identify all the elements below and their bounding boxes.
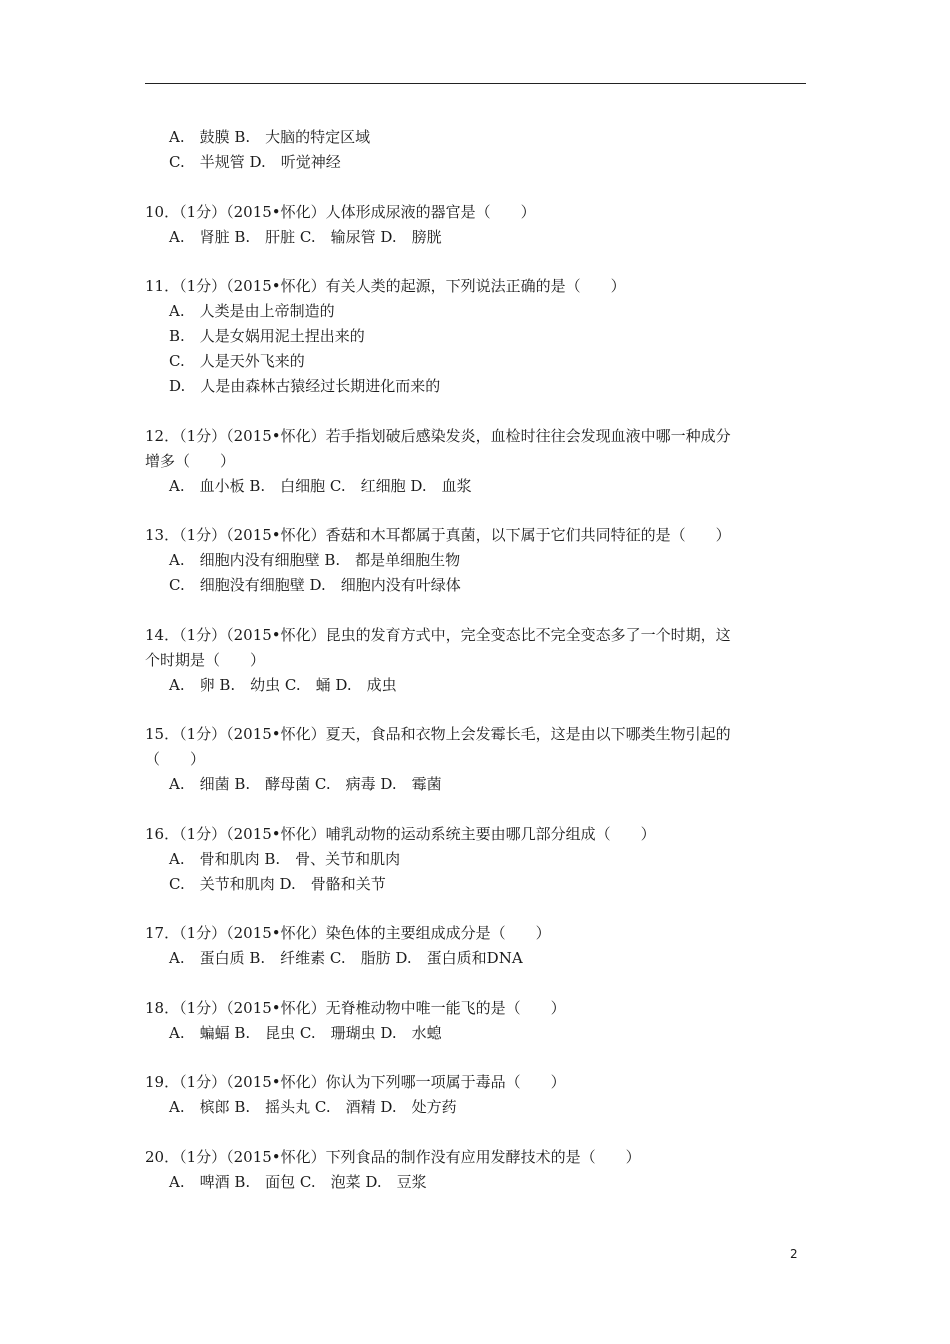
question-stem: （ ） — [145, 750, 206, 768]
question-gap — [145, 250, 806, 275]
question-gap — [145, 1120, 806, 1145]
question-stem: 11．（1分）（2015•怀化）有关人类的起源，下列说法正确的是（ ） — [145, 277, 626, 295]
answer-options: A. 槟郎 B. 摇头丸 C. 酒精 D. 处方药 — [169, 1098, 457, 1116]
question-stem: 12．（1分）（2015•怀化）若手指划破后感染发炎，血检时往往会发现血液中哪一种成分 — [145, 426, 731, 445]
question-stem: 15．（1分）（2015•怀化）夏天，食品和衣物上会发霉长毛，这是由以下哪类生物引起的 — [145, 725, 731, 743]
question-stem: 13．（1分）（2015•怀化）香菇和木耳都属于真菌，以下属于它们共同特征的是（ ） — [145, 526, 731, 544]
answer-options: A. 细胞内没有细胞壁 B. 都是单细胞生物 — [169, 551, 461, 569]
question-block — [145, 623, 806, 698]
question-list — [145, 125, 806, 1195]
question-gap — [145, 598, 806, 623]
question-stem: 16．（1分）（2015•怀化）哺乳动物的运动系统主要由哪几部分组成（ ） — [145, 824, 656, 843]
answer-options: A. 卵 B. 幼虫 C. 蛹 D. 成虫 — [169, 675, 397, 694]
question-block — [145, 523, 806, 598]
question-stem: 14．（1分）（2015•怀化）昆虫的发育方式中，完全变态比不完全变态多了一个时期，这 — [145, 625, 731, 644]
question-block — [145, 722, 806, 797]
answer-options: A. 啤酒 B. 面包 C. 泡菜 D. 豆浆 — [169, 1172, 427, 1191]
question-block — [145, 125, 806, 175]
answer-options: A. 鼓膜 B. 大脑的特定区域 — [169, 128, 371, 146]
question-block — [145, 996, 806, 1046]
question-gap — [145, 897, 806, 922]
answer-options: C. 半规管 D. 听觉神经 — [169, 153, 341, 171]
answer-options: A. 蝙蝠 B. 昆虫 C. 珊瑚虫 D. 水螅 — [169, 1023, 442, 1042]
question-stem: 增多（ ） — [145, 451, 236, 470]
question-stem: 17．（1分）（2015•怀化）染色体的主要组成成分是（ ） — [145, 924, 551, 942]
question-gap — [145, 499, 806, 524]
question-block — [145, 274, 806, 399]
answer-options: A. 细菌 B. 酵母菌 C. 病毒 D. 霉菌 — [169, 775, 442, 793]
answer-options: D. 人是由森林古猿经过长期进化而来的 — [169, 377, 441, 395]
answer-options: A. 骨和肌肉 B. 骨、关节和肌肉 — [169, 849, 401, 868]
question-stem: 19．（1分）（2015•怀化）你认为下列哪一项属于毒品（ ） — [145, 1073, 566, 1091]
question-stem: 个时期是（ ） — [145, 650, 266, 669]
question-block — [145, 1070, 806, 1120]
question-gap — [145, 399, 806, 424]
header-rule — [145, 83, 806, 84]
question-block — [145, 1145, 806, 1195]
question-gap — [145, 175, 806, 200]
question-gap — [145, 698, 806, 723]
answer-options: C. 细胞没有细胞壁 D. 细胞内没有叶绿体 — [169, 576, 461, 594]
question-gap — [145, 797, 806, 822]
answer-options: C. 人是天外飞来的 — [169, 352, 305, 370]
question-block — [145, 921, 806, 971]
question-stem: 10．（1分）（2015•怀化）人体形成尿液的器官是（ ） — [145, 202, 536, 221]
question-stem: 18．（1分）（2015•怀化）无脊椎动物中唯一能飞的是（ ） — [145, 998, 566, 1017]
question-stem: 20．（1分）（2015•怀化）下列食品的制作没有应用发酵技术的是（ ） — [145, 1147, 641, 1166]
question-block — [145, 200, 806, 250]
page-number: 2 — [790, 1247, 798, 1261]
answer-options: B. 人是女娲用泥土捏出来的 — [169, 327, 365, 345]
question-gap — [145, 971, 806, 996]
answer-options: A. 肾脏 B. 肝脏 C. 输尿管 D. 膀胱 — [169, 227, 442, 246]
answer-options: A. 人类是由上帝制造的 — [169, 302, 335, 320]
question-block — [145, 424, 806, 499]
answer-options: A. 血小板 B. 白细胞 C. 红细胞 D. 血浆 — [169, 476, 472, 495]
question-gap — [145, 1046, 806, 1071]
question-block — [145, 822, 806, 897]
answer-options: C. 关节和肌肉 D. 骨骼和关节 — [169, 874, 386, 893]
answer-options: A. 蛋白质 B. 纤维素 C. 脂肪 D. 蛋白质和DNA — [169, 949, 523, 967]
